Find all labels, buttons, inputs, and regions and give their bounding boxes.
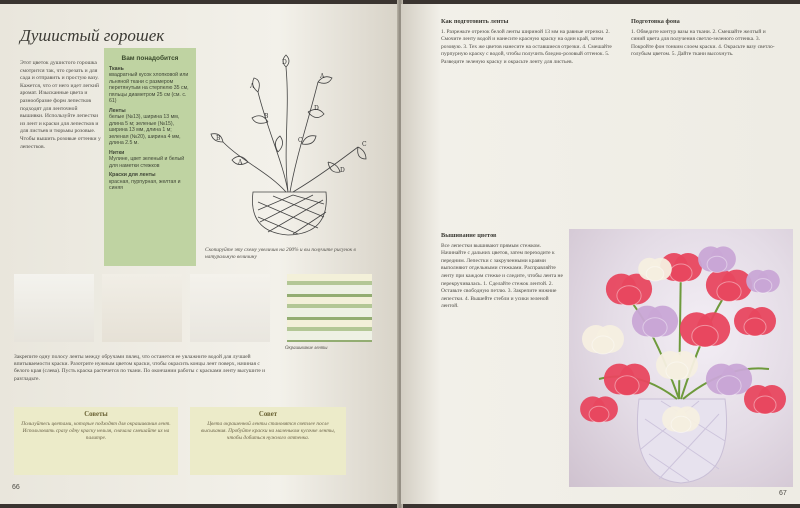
fabric-prep-text: 1. Обведите контур вазы на ткани. 2. Смешайте желтый и синий цвета для получения светло-зеленого оттенка. 3. Покройте фон тонким слоем краски. 4. Окрасьте вазу светло-голубым цветом. 5. Дайте ткани высохнуть.: [631, 28, 775, 58]
flower-center: [717, 282, 741, 302]
step-photo-1: [14, 274, 94, 342]
dyeing-instructions: Закрепите одну полосу ленты между обручами пялец, что останется ее увлажните водой для лучшей впитываемости краски. Разотрите нужным цветом краски, чтобы окрасить концы лент поверх, начиная с белого края (слева). Пусть краска растечется по ткани. По окончании работы с красками ленту высушите и разгладьте.: [14, 354, 266, 382]
svg-text:C: C: [298, 137, 303, 144]
flower-center: [589, 406, 609, 422]
flower-center: [707, 256, 727, 272]
left-page: [0, 4, 399, 504]
embroidery-text: Все лепестки вышивают прямым стежком. Начинайте с дальних цветов, затем переходите к передним. Лепестки с закрученными краями выполняют отдельными стежками. Расправляйте ленту при каждом стежке и следите, чтобы лента не перекручивалась. 1. Сделайте стежок лентой. 2. Оставьте свободную петлю. 3. Закрепите нижние лепестки. 4. Вышейте стебли и усики зеленой лентой.: [441, 242, 563, 310]
pattern-sketch: [198, 52, 378, 242]
tips-box: [14, 407, 178, 475]
svg-text:A: A: [320, 73, 325, 80]
ribbon-prep-section: [441, 18, 619, 67]
flower-center: [717, 376, 741, 396]
step-photo-3: [190, 274, 270, 342]
tips-heading: Советы: [84, 411, 108, 418]
sketch-caption: Скопируйте эту схему увеличив на 200% и вы получите рисунок в натуральную величину: [205, 247, 356, 260]
fabric-text: квадратный кусок хлопковой или льняной ткани с размером перетянутым на стерпелю 35 см, пяльцы диаметром 25 см (см. с. 61): [109, 72, 189, 104]
page-number-left: 66: [12, 484, 20, 491]
flower-center: [666, 362, 688, 380]
page-number-right: 67: [779, 490, 787, 497]
ribbon-caption: Окрашивание ленты: [285, 346, 328, 351]
svg-text:C: C: [362, 141, 367, 148]
flower-center: [754, 396, 776, 414]
fabric-label: Ткань: [109, 65, 124, 72]
right-page: [401, 4, 800, 504]
flower-center: [670, 264, 692, 282]
flower-center: [692, 325, 718, 347]
ribbon-prep-heading: Как подготовить ленты: [441, 18, 509, 25]
flower-center: [744, 318, 766, 336]
embroidery-heading: Вышивание цветов: [441, 232, 497, 239]
tips-text: Пользуйтесь цветами, которые подходят для окрашивания лент. Использовать сразу одну краску нельзя, сначала смешайте их на палитре.: [21, 421, 171, 442]
flower-center: [617, 286, 641, 306]
materials-heading: Вам понадобится: [121, 55, 179, 62]
ribbons-text: белые (№13), ширина 13 мм, длина 5 м; зеленые (№15), ширина 13 мм, длина 1 м; зеленая (№20), ширина 4 мм, длина 2.5 м.: [109, 114, 181, 146]
intro-text: Этот цветок душистого горошка смотрится так, что срезать и для сада и отправить и простую вазу. Кажется, что от него идет легкий аромат. Изысканные цвета и разнообразие форм лепестков подходят для ленточной вышивки. Используйте лепестки из лент и краски для лепестков и для листьев и тюрьмы розовые. Чтобы вышить розовые оттенки у лепестков.: [20, 60, 101, 150]
fabric-prep-section: [631, 18, 781, 59]
dyed-ribbon-sample: [287, 274, 372, 342]
page-title: Душистый горошек: [20, 26, 165, 45]
tip-box: [190, 407, 346, 475]
svg-text:A: A: [238, 159, 243, 166]
svg-text:B: B: [216, 135, 221, 142]
paints-text: красная, пурпурная, желтая и синяя: [109, 178, 181, 191]
svg-text:B: B: [264, 113, 269, 120]
ribbons-label: Ленты: [109, 107, 126, 114]
step-photo-2: [102, 274, 182, 342]
flower-center: [646, 267, 664, 281]
tip-text: Цвета окрашенной ленты становятся светлее после высыхания. Пробуйте краски на маленьком кусочке ленты, чтобы добиться нужного оттенка.: [200, 421, 335, 442]
materials-box: [104, 48, 196, 266]
threads-text: Мулине, цвет зеленый и белый для наметки стежков: [109, 156, 185, 169]
threads-label: Нитки: [109, 149, 125, 156]
svg-text:D: D: [340, 167, 345, 174]
flower-center: [615, 376, 639, 396]
flower-center: [754, 279, 772, 293]
flower-center: [671, 416, 691, 432]
sweet-pea-photo: [569, 229, 793, 487]
svg-text:D: D: [314, 105, 319, 112]
ribbon-prep-text: 1. Разрежьте отрезок белой ленты шириной 13 мм на равные отрезки. 2. Смочите ленту водой и нанесите красную краску на один край, затем розовую. 3. Тех же цветов нанесите на оставшиеся отрезки. 4. Смешайте пурпурную краску с водой, чтобы получить бледно-розовый оттенок. 5. Разведите зеленую краску и окрасьте ленту для листьев.: [441, 28, 612, 65]
tip-heading: Совет: [258, 411, 278, 418]
embroidery-section: [441, 232, 563, 311]
svg-text:D: D: [282, 59, 287, 66]
flower-center: [643, 318, 667, 338]
svg-text:A: A: [250, 83, 255, 90]
paints-label: Краски для ленты: [109, 172, 156, 178]
flower-center: [592, 336, 614, 354]
fabric-prep-heading: Подготовка фона: [631, 18, 680, 25]
